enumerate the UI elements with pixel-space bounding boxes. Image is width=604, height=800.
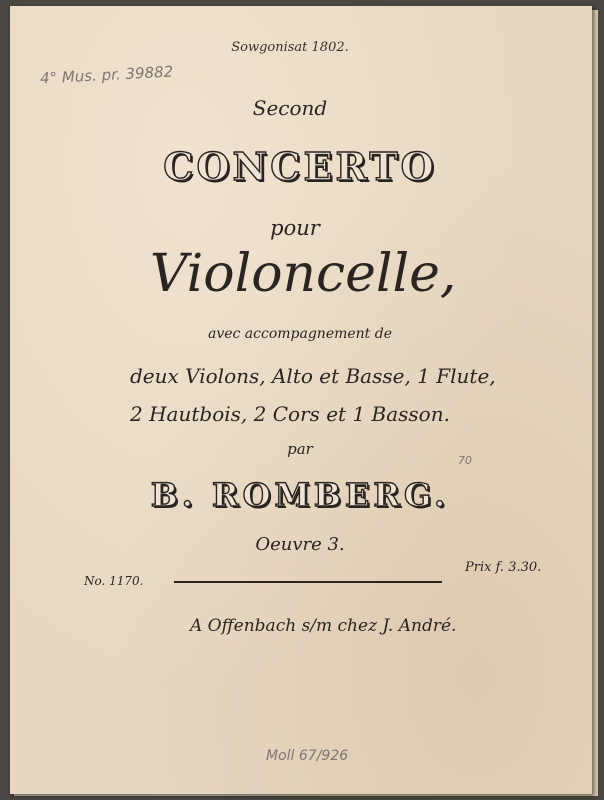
title-par: par <box>287 440 313 458</box>
instruments-line-1: deux Violons, Alto et Basse, 1 Flute, <box>130 364 496 388</box>
title-second: Second <box>252 96 328 120</box>
opus-number: Oeuvre 3. <box>255 534 345 555</box>
acquisition-note: Sowgonisat 1802. <box>231 40 349 55</box>
small-pencil-mark: 70 <box>458 454 472 467</box>
price: Prix f. 3.30. <box>465 560 542 575</box>
publisher-imprint: A Offenbach s/m chez J. André. <box>190 616 457 636</box>
title-rule <box>174 581 442 583</box>
catalog-number-note: Moll 67/926 <box>266 748 349 764</box>
title-concerto: CONCERTO <box>163 144 437 189</box>
title-violoncelle: Violoncelle, <box>150 244 457 304</box>
title-page <box>10 6 592 794</box>
composer-name: B. ROMBERG. <box>150 476 450 514</box>
title-pour: pour <box>270 216 320 240</box>
accompaniment-line: avec accompagnement de <box>207 326 393 342</box>
plate-number: No. 1170. <box>84 574 144 588</box>
instruments-line-2: 2 Hautbois, 2 Cors et 1 Basson. <box>130 402 450 426</box>
shelfmark-note: 4° Mus. pr. 39882 <box>39 62 174 88</box>
